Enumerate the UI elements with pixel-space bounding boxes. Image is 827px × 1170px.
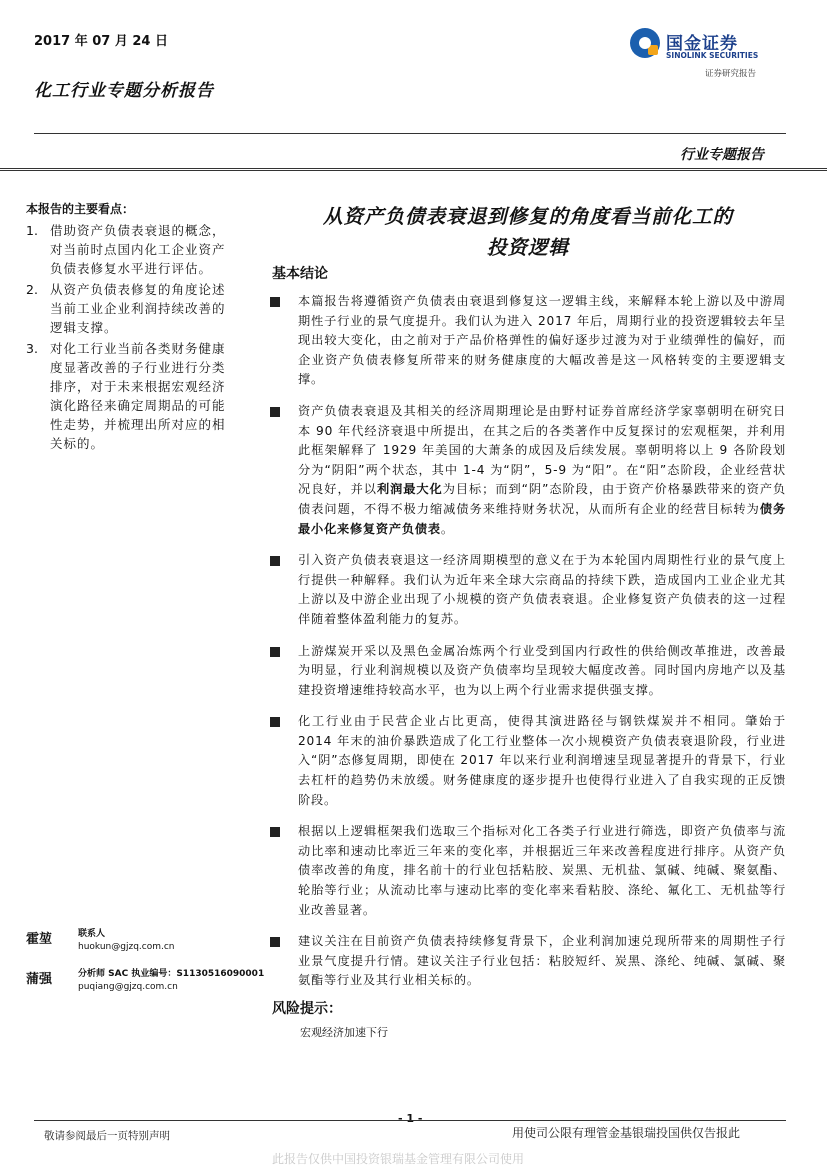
report-type: 化工行业专题分析报告 — [34, 81, 214, 101]
analyst-email[interactable]: huokun@gjzq.com.cn — [78, 942, 175, 952]
analyst-entry — [26, 928, 266, 954]
conclusion-text-part: 。 — [440, 521, 454, 536]
analyst-name: 蒲强 — [26, 972, 53, 987]
square-bullet-icon — [270, 717, 280, 727]
analyst-contacts — [26, 928, 266, 1008]
conclusion-text-part: 为目标；而到“阴”态阶段，由于资产价格暴跌带来的资产负债表问题，不得不极力缩减债务来维持财务状况，从而所有企业的经营目标转为 — [298, 482, 786, 516]
conclusion-heading: 基本结论 — [272, 266, 328, 282]
key-point-number: 3. — [26, 341, 38, 356]
conclusion-list — [270, 292, 786, 1003]
conclusion-item — [270, 551, 786, 629]
key-point-item — [26, 280, 226, 337]
conclusion-text: 建议关注在目前资产负债表持续修复背景下，企业利润加速兑现所带来的周期性子行业景气度提升行情。建议关注子行业包括：粘胶短纤、炭黑、涤纶、纯碱、氯碱、聚氨酯等行业及其行业相关标的。 — [298, 934, 786, 988]
report-date: 2017 年 07 月 24 日 — [34, 34, 168, 49]
conclusion-text: 引入资产负债表衰退这一经济周期模型的意义在于为本轮国内周期性行业的景气度上行提供一种解释。我们认为近年来全球大宗商品的持续下跌，造成国内工业企业尤其上游以及中游企业出现了小规模的资产负债表衰退。企业修复资产负债表的这一过程伴随着整体盈利能力的复苏。 — [298, 553, 786, 626]
sidebar-title: 本报告的主要看点： — [26, 202, 135, 216]
logo-en-text: SINOLINK SECURITIES — [666, 51, 759, 60]
key-point-item — [26, 221, 226, 278]
analyst-entry — [26, 968, 266, 994]
analyst-name: 霍堃 — [26, 932, 53, 947]
conclusion-item — [270, 932, 786, 991]
logo-mark-icon — [630, 28, 660, 58]
key-point-text: 借助资产负债表衰退的概念，对当前时点国内化工企业资产负债表修复水平进行评估。 — [50, 223, 226, 276]
conclusion-item — [270, 642, 786, 701]
key-point-text: 从资产负债表修复的角度论述当前工业企业利润持续改善的逻辑支撑。 — [50, 282, 226, 335]
risk-heading: 风险提示： — [272, 1001, 342, 1017]
conclusion-text-part: 资产负债表衰退及其相关的经济周期理论是由野村证券首席经济学家辜朝明在研究日本 90 年代经济衰退中所提出，在其之后的各类著作中反复探讨的宏观框架，并利用此框架解释了 1929 年美国的大萧条的成因及后续发展。辜朝明将以上 9 各阶段划分为“阴阳”两个状态，其中 1-4 为“阴”，5-9 为“阳”。在“阳”态阶段，企业经营状况良好，并以 — [298, 403, 786, 497]
header-divider — [34, 133, 786, 134]
square-bullet-icon — [270, 297, 280, 307]
conclusion-text: 根据以上逻辑框架我们选取三个指标对化工各类子行业进行筛选，即资产负债率与流动比率和速动比率近三年来的变化率，并根据近三年来改善程度进行排序。从资产负债率改善的角度，排名前十的行业包括粘胶、炭黑、无机盐、氯碱、纯碱、聚氨酯、轮胎等行业；从流动比率与速动比率的变化率来看粘胶、涤纶、氟化工、无机盐等行业改善显著。 — [298, 824, 786, 917]
conclusion-item — [270, 402, 786, 539]
report-title-line-1: 从资产负债表衰退到修复的角度看当前化工的 — [322, 205, 733, 228]
risk-text: 宏观经济加速下行 — [300, 1026, 388, 1039]
analyst-role: 分析师 SAC 执业编号：S1130516090001 — [78, 969, 265, 979]
footer-divider — [34, 1120, 786, 1121]
disclaimer-note: 敬请参阅最后一页特别声明 — [44, 1130, 170, 1142]
conclusion-text: 上游煤炭开采以及黑色金属冶炼两个行业受到国内行政性的供给侧改革推进，改善最为明显，行业利润规模以及资产负债率均呈现较大幅度改善。同时国内房地产以及基建投资增速维持较高水平，也为以上两个行业需求提供强支撑。 — [298, 643, 786, 697]
conclusion-item — [270, 712, 786, 810]
key-point-text: 对化工行业当前各类财务健康度显著改善的子行业进行分类排序，对于未来根据宏观经济演化路径来确定周期品的可能性走势，并梳理出所对应的相关标的。 — [50, 341, 226, 451]
usage-note: 用使司公限有理管金基银瑞投国供仅告报此 — [512, 1126, 741, 1140]
page-number: - 1 - — [398, 1112, 423, 1125]
conclusion-emphasis: 利润最大化 — [376, 482, 443, 497]
square-bullet-icon — [270, 556, 280, 566]
key-point-number: 1. — [26, 223, 38, 238]
square-bullet-icon — [270, 407, 280, 417]
watermark-text: 此报告仅供中国投资银瑞基金管理有限公司使用 — [272, 1152, 525, 1166]
research-report-label: 证券研究报告 — [705, 69, 757, 79]
key-point-item — [26, 339, 226, 453]
report-title — [268, 201, 788, 263]
square-bullet-icon — [270, 937, 280, 947]
analyst-email[interactable]: puqiang@gjzq.com.cn — [78, 982, 178, 992]
conclusion-text: 化工行业由于民营企业占比更高，使得其演进路径与钢铁煤炭并不相同。肇始于 2014 年末的油价暴跌造成了化工行业整体一次小规模资产负债表衰退阶段，行业进入“阴”态修复周期，即使在 2017 年以来行业利润增速呈现显著提升的背景下，行业去杠杆的趋势仍未放缓。财务健康度的逐步提升也使得行业进入了自我实现的正反馈阶段。 — [298, 714, 786, 807]
square-bullet-icon — [270, 827, 280, 837]
report-category: 行业专题报告 — [680, 147, 764, 163]
analyst-role: 联系人 — [78, 929, 106, 939]
conclusion-text — [298, 402, 786, 539]
report-title-line-2: 投资逻辑 — [486, 236, 569, 259]
conclusion-item — [270, 292, 786, 390]
square-bullet-icon — [270, 647, 280, 657]
logo-cn-text: 国金证券 — [666, 34, 738, 54]
section-divider — [0, 168, 827, 171]
conclusion-text: 本篇报告将遵循资产负债表由衰退到修复这一逻辑主线，来解释本轮上游以及中游周期性子行业的景气度提升。我们认为进入 2017 年后，周期行业的投资逻辑较去年呈现出较大变化，由之前对于产品价格弹性的偏好逐步过渡为对于业绩弹性的偏好，而企业资产负债表修复所带来的财务健康度的大幅改善是这一风格转变的主要逻辑支撑。 — [298, 294, 786, 387]
key-point-number: 2. — [26, 282, 38, 297]
key-points-sidebar — [26, 200, 226, 455]
conclusion-item — [270, 822, 786, 920]
conclusion-emphasis: 债务最小化来修复资产负债表 — [298, 501, 786, 536]
